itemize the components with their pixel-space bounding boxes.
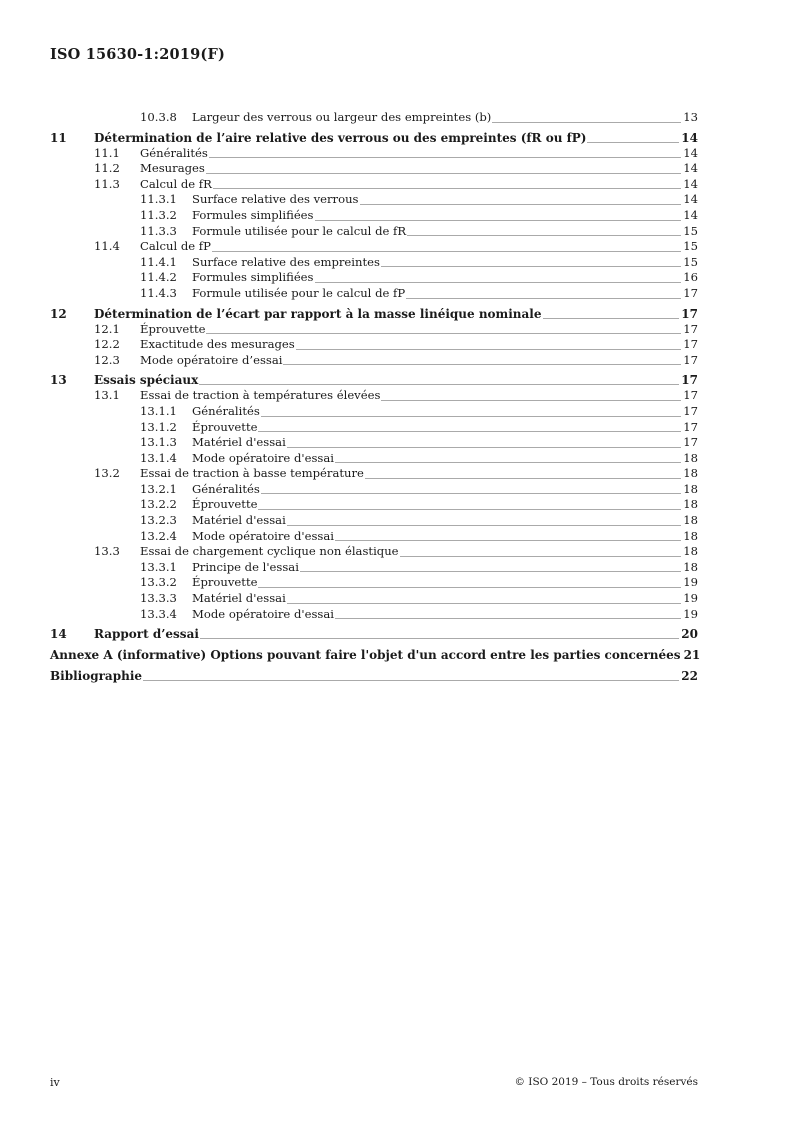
toc-entry-number: 11.3.2: [140, 207, 177, 222]
toc-entry-title: Surface relative des verrous: [192, 192, 359, 207]
toc-entry-page: 17: [683, 321, 698, 336]
toc-entry-page: 17: [681, 373, 698, 388]
toc-entry[interactable]: [50, 466, 698, 482]
toc-entry[interactable]: [50, 337, 698, 353]
dot-leader: [258, 587, 681, 588]
dot-leader: [315, 220, 682, 221]
dot-leader: [360, 204, 682, 205]
toc-entry-page: 19: [683, 575, 698, 590]
toc-entry[interactable]: [50, 544, 698, 560]
toc-entry[interactable]: [50, 668, 698, 684]
toc-entry-number: 11.2: [94, 161, 120, 176]
toc-entry-page: 17: [683, 403, 698, 418]
dot-leader: [206, 173, 681, 174]
dot-leader: [209, 157, 681, 158]
dot-leader: [381, 400, 681, 401]
dot-leader: [587, 142, 679, 143]
toc-entry-title: Matériel d'essai: [192, 513, 286, 528]
toc-entry-number: 13.1.3: [140, 435, 177, 450]
dot-leader: [400, 556, 682, 557]
toc-entry-number: 13.2.1: [140, 481, 177, 496]
toc-entry-title: Formule utilisée pour le calcul de fR: [192, 223, 407, 238]
dot-leader: [143, 680, 679, 681]
toc-entry-title: Essai de traction à températures élevées: [140, 388, 381, 403]
toc-entry-page: 15: [683, 254, 698, 269]
toc-entry-page: 17: [683, 352, 698, 367]
toc-entry[interactable]: [50, 404, 698, 420]
dot-leader: [335, 462, 681, 463]
toc-entry-page: 17: [683, 388, 698, 403]
toc-entry-number: 12.3: [94, 352, 120, 367]
toc-entry-title: Mode opératoire d’essai: [140, 352, 283, 367]
toc-entry-page: 14: [683, 176, 698, 191]
toc-entry[interactable]: [50, 255, 698, 271]
toc-entry[interactable]: [50, 177, 698, 193]
toc-entry-title: Détermination de l’écart par rapport à la masse linéique nominale: [94, 306, 542, 321]
dot-leader: [543, 318, 680, 319]
toc-entry-page: 18: [683, 497, 698, 512]
toc-entry-page: 19: [683, 591, 698, 606]
toc-entry-title: Essai de chargement cyclique non élastique: [140, 544, 399, 559]
toc-entry-title: Calcul de fR: [140, 176, 212, 191]
toc-entry-page: 20: [681, 627, 698, 642]
toc-entry-number: 13.2: [94, 466, 120, 481]
toc-entry-number: 13.2.2: [140, 497, 177, 512]
toc-entry-title: Mode opératoire d'essai: [192, 528, 334, 543]
toc-entry-title: Calcul de fP: [140, 239, 211, 254]
toc-entry-title: Mode opératoire d'essai: [192, 606, 334, 621]
toc-entry-page: 18: [683, 528, 698, 543]
toc-entry-number: 13.1.4: [140, 450, 177, 465]
toc-entry-page: 17: [683, 419, 698, 434]
toc-entry-title: Essai de traction à basse température: [140, 466, 364, 481]
toc-entry-title: Matériel d'essai: [192, 591, 286, 606]
toc-entry[interactable]: [50, 372, 698, 388]
toc-entry[interactable]: [50, 451, 698, 467]
toc-entry-title: Largeur des verrous ou largeur des empreintes (b): [192, 110, 492, 124]
toc-entry-title: Mesurages: [140, 161, 205, 176]
toc-entry-page: 13: [683, 110, 698, 124]
toc-entry[interactable]: [50, 591, 698, 607]
toc-entry-number: 13.1.2: [140, 419, 177, 434]
toc-entry-page: 18: [683, 559, 698, 574]
dot-leader: [287, 447, 681, 448]
toc-entry-page: 14: [683, 192, 698, 207]
dot-leader: [300, 571, 681, 572]
dot-leader: [200, 638, 679, 639]
toc-entry-number: 10.3.8: [140, 110, 177, 124]
toc-entry-number: 13.1: [94, 388, 120, 403]
toc-entry[interactable]: [50, 513, 698, 529]
dot-leader: [258, 509, 681, 510]
toc-entry[interactable]: [50, 529, 698, 545]
toc-entry-page: 14: [683, 145, 698, 160]
toc-entry-title: Éprouvette: [192, 575, 258, 590]
toc-entry-title: Formule utilisée pour le calcul de fP: [192, 285, 406, 300]
toc-entry-title: Mode opératoire d'essai: [192, 450, 334, 465]
toc-entry[interactable]: [50, 208, 698, 224]
toc-entry-page: 14: [683, 161, 698, 176]
toc-entry[interactable]: [50, 435, 698, 451]
toc-entry-page: 21: [683, 648, 701, 663]
toc-entry-page: 14: [683, 207, 698, 222]
toc-entry-number: 13.3.4: [140, 606, 177, 621]
toc-entry-page: 17: [683, 435, 698, 450]
toc-entry[interactable]: [50, 110, 698, 126]
dot-leader: [287, 603, 681, 604]
toc-entry-title: Exactitude des mesurages: [140, 337, 295, 352]
copyright-notice: © ISO 2019 – Tous droits réservés: [514, 1076, 698, 1088]
toc-entry[interactable]: [50, 161, 698, 177]
toc-entry-number: 13.3: [94, 544, 120, 559]
toc-entry-page: 19: [683, 606, 698, 621]
toc-entry-number: 12.1: [94, 321, 120, 336]
toc-entry-number: 11.3: [94, 176, 120, 191]
toc-entry-number: 13.2.4: [140, 528, 177, 543]
dot-leader: [287, 525, 681, 526]
dot-leader: [283, 364, 681, 365]
toc-entry-number: 11.3.3: [140, 223, 177, 238]
dot-leader: [492, 122, 681, 123]
dot-leader: [315, 282, 682, 283]
toc-entry-number: 11.4.1: [140, 254, 177, 269]
toc-entry[interactable]: [50, 353, 698, 369]
toc-entry[interactable]: [50, 286, 698, 302]
toc-entry-title: Généralités: [192, 403, 260, 418]
dot-leader: [381, 266, 681, 267]
toc-entry-number: 13.3.1: [140, 559, 177, 574]
toc-entry-number: 14: [50, 627, 67, 642]
toc-entry-title: Détermination de l’aire relative des verrous ou des empreintes (fR ou fP): [94, 130, 587, 145]
toc-entry[interactable]: [50, 420, 698, 436]
toc-entry-title: Principe de l'essai: [192, 559, 299, 574]
toc-entry-number: 13.3.3: [140, 591, 177, 606]
toc-entry-title: Éprouvette: [192, 497, 258, 512]
toc-entry-title: Bibliographie: [50, 669, 143, 684]
page-number: iv: [50, 1076, 60, 1089]
toc-entry-page: 18: [683, 544, 698, 559]
toc-entry[interactable]: [50, 239, 698, 255]
dot-leader: [199, 384, 679, 385]
dot-leader: [261, 493, 681, 494]
toc-entry[interactable]: [50, 497, 698, 513]
toc-entry-number: 13: [50, 373, 67, 388]
dot-leader: [206, 333, 681, 334]
toc-entry-title: Surface relative des empreintes: [192, 254, 380, 269]
toc-entry[interactable]: [50, 647, 701, 663]
toc-entry-title: Essais spéciaux: [94, 373, 199, 388]
table-of-contents: [50, 110, 701, 684]
toc-entry[interactable]: [50, 575, 698, 591]
toc-entry[interactable]: [50, 224, 698, 240]
dot-leader: [258, 431, 681, 432]
toc-entry-number: 13.3.2: [140, 575, 177, 590]
toc-entry-page: 22: [681, 669, 698, 684]
dot-leader: [407, 235, 681, 236]
toc-entry[interactable]: [50, 192, 698, 208]
toc-entry-page: 18: [683, 513, 698, 528]
toc-entry-number: 13.1.1: [140, 403, 177, 418]
dot-leader: [213, 188, 681, 189]
toc-entry-number: 13.2.3: [140, 513, 177, 528]
toc-entry[interactable]: [50, 482, 698, 498]
toc-entry-number: 11.3.1: [140, 192, 177, 207]
toc-entry[interactable]: [50, 607, 698, 623]
toc-entry[interactable]: [50, 388, 698, 404]
toc-entry[interactable]: [50, 146, 698, 162]
toc-entry[interactable]: [50, 130, 698, 146]
dot-leader: [406, 298, 681, 299]
toc-entry-page: 17: [683, 337, 698, 352]
dot-leader: [365, 478, 681, 479]
toc-entry-title: Généralités: [140, 145, 208, 160]
toc-entry-page: 18: [683, 466, 698, 481]
toc-entry-number: 12: [50, 306, 67, 321]
toc-entry-number: 11.1: [94, 145, 120, 160]
dot-leader: [335, 618, 681, 619]
toc-entry[interactable]: [50, 560, 698, 576]
dot-leader: [296, 349, 681, 350]
toc-entry-page: 18: [683, 481, 698, 496]
toc-entry-page: 17: [683, 285, 698, 300]
toc-entry-number: 11.4: [94, 239, 120, 254]
toc-entry-page: 18: [683, 450, 698, 465]
toc-entry-title: Annexe A (informative) Options pouvant faire l'objet d'un accord entre les parties concernées: [50, 648, 681, 663]
toc-entry-page: 15: [683, 223, 698, 238]
toc-entry-page: 17: [681, 306, 698, 321]
toc-entry-page: 16: [683, 270, 698, 285]
toc-entry[interactable]: [50, 306, 698, 322]
toc-entry[interactable]: [50, 270, 698, 286]
toc-entry-number: 11.4.3: [140, 285, 177, 300]
toc-entry-page: 14: [681, 130, 698, 145]
toc-entry-title: Matériel d'essai: [192, 435, 286, 450]
toc-entry[interactable]: [50, 322, 698, 338]
dot-leader: [261, 416, 681, 417]
toc-entry[interactable]: [50, 626, 698, 642]
toc-entry-title: Formules simplifiées: [192, 270, 314, 285]
toc-entry-number: 11.4.2: [140, 270, 177, 285]
toc-entry-page: 15: [683, 239, 698, 254]
dot-leader: [212, 251, 681, 252]
toc-entry-title: Formules simplifiées: [192, 207, 314, 222]
toc-entry-number: 12.2: [94, 337, 120, 352]
dot-leader: [335, 540, 681, 541]
toc-entry-title: Rapport d’essai: [94, 627, 199, 642]
toc-entry-title: Généralités: [192, 481, 260, 496]
toc-entry-title: Éprouvette: [192, 419, 258, 434]
document-title: ISO 15630-1:2019(F): [50, 46, 226, 63]
toc-entry-number: 11: [50, 130, 67, 145]
toc-entry-title: Éprouvette: [140, 321, 206, 336]
